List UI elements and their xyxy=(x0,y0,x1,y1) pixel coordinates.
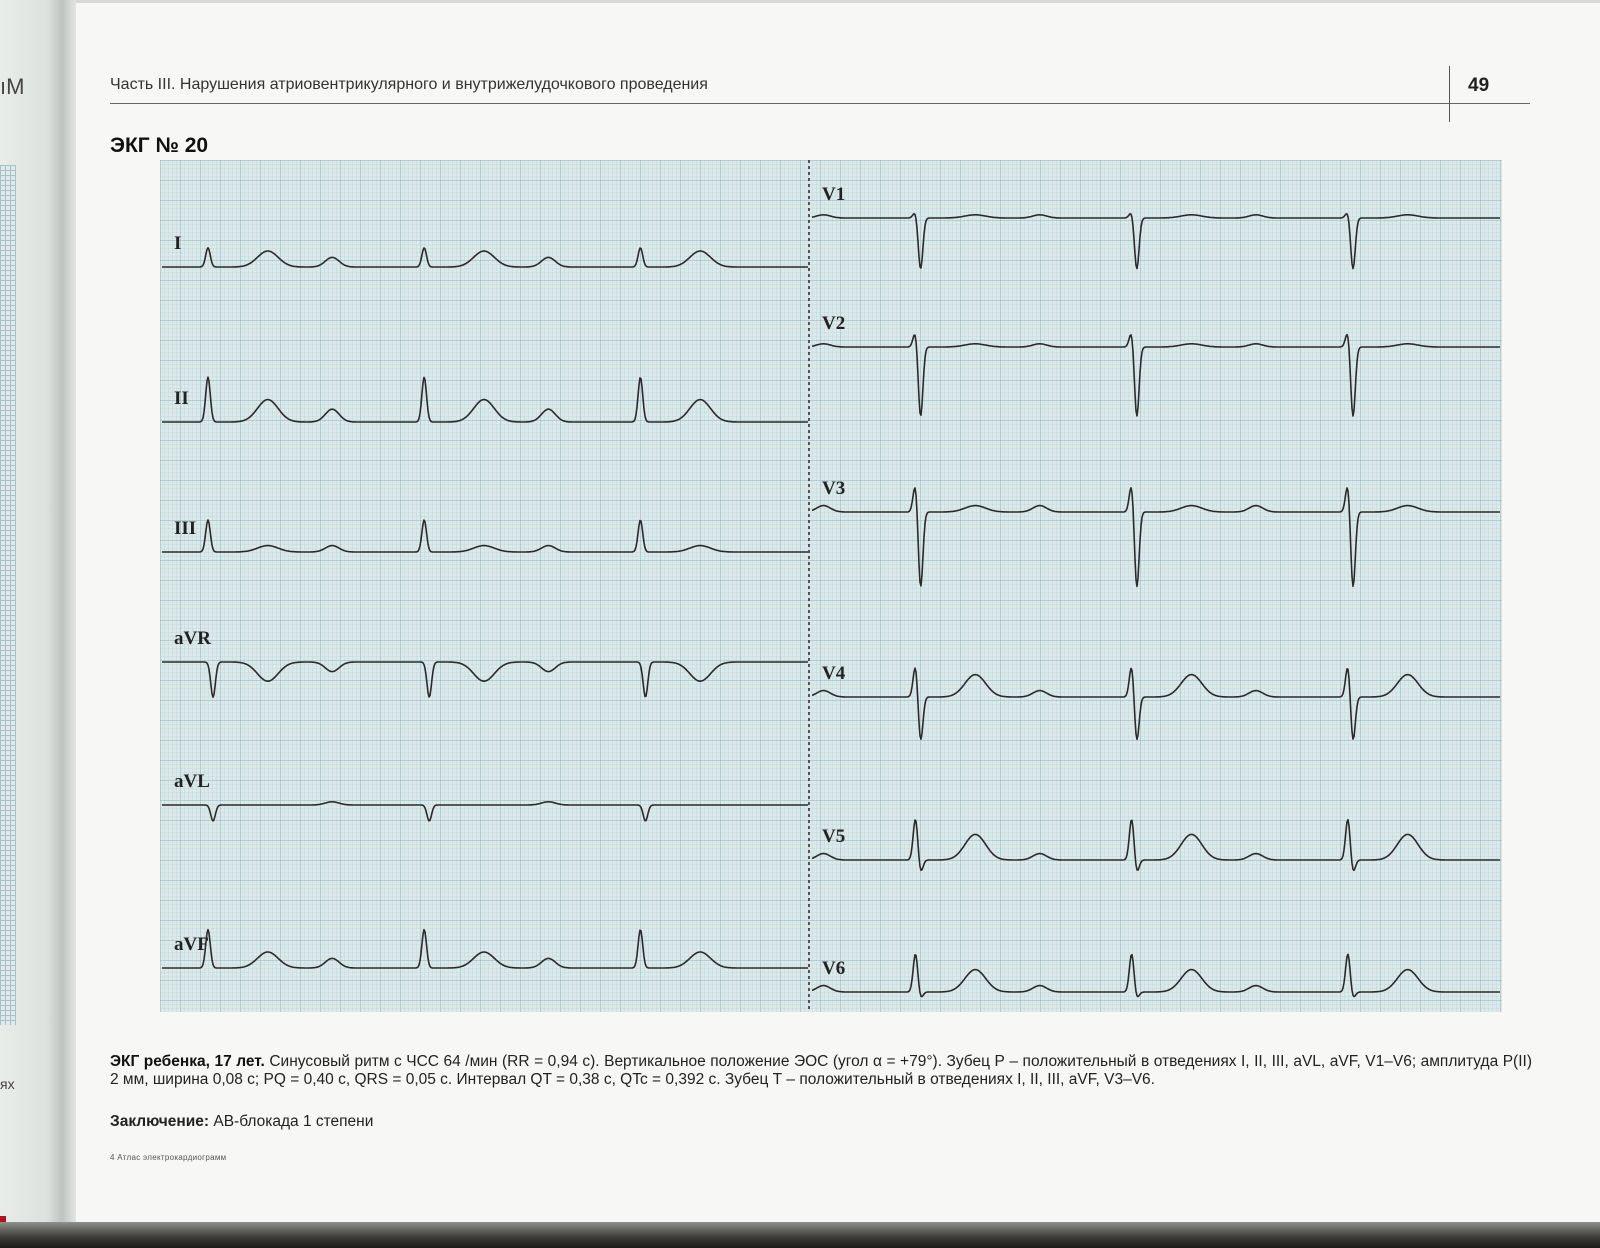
left-page-fragment xyxy=(0,0,66,1248)
footer-note: 4 Атлас электрокардиограмм xyxy=(110,1153,227,1162)
ecg-grid xyxy=(160,160,1502,1012)
left-page-ecg-grid-fragment xyxy=(0,165,16,1025)
lead-label-v4: V4 xyxy=(822,663,846,684)
lead-label-avr: aVR xyxy=(174,628,211,649)
ecg-title: ЭКГ № 20 xyxy=(110,134,209,157)
header-rule xyxy=(110,103,1530,104)
left-page-text-fragment-bottom: ях xyxy=(0,1076,15,1092)
running-header: Часть III. Нарушения атриовентрикулярного и внутрижелудочкового проведения xyxy=(110,76,708,93)
conclusion-text: АВ-блокада 1 степени xyxy=(209,1113,374,1130)
left-page-text-fragment: ıM xyxy=(0,74,25,99)
lead-label-v3: V3 xyxy=(822,478,846,499)
lead-label-avf: aVF xyxy=(174,934,209,955)
lead-label-iii: III xyxy=(174,518,197,539)
lead-label-v1: V1 xyxy=(822,184,846,205)
lead-label-i: I xyxy=(174,233,182,254)
lead-label-avl: aVL xyxy=(174,771,210,792)
book-bottom-edge xyxy=(0,1222,1600,1248)
caption-text: Синусовый ритм с ЧСС 64 /мин (RR = 0,94 с). Вертикальное положение ЭОС (угол α = +79°). Зубец Р – положительный в отведениях I, II, III, aVL, aVF, V1–V6; амплитуда P(II) 2 мм, ширина 0,08 с; PQ = 0,40 с, QRS = 0,05 с. Интервал QT = 0,38 с, QTc = 0,392 с. Зубец Т – положительный в отведениях I, II, III, aVF, V3–V6. xyxy=(110,1053,1532,1088)
lead-label-ii: II xyxy=(174,388,189,409)
caption-bold: ЭКГ ребенка, 17 лет. xyxy=(110,1053,265,1070)
header-vertical-rule xyxy=(1449,66,1450,122)
ecg-chart xyxy=(160,160,1502,1012)
lead-label-v2: V2 xyxy=(822,313,846,334)
page-top-edge xyxy=(76,0,1600,3)
conclusion-label: Заключение: xyxy=(110,1113,210,1130)
ecg-caption xyxy=(110,1053,1532,1089)
page-number: 49 xyxy=(1468,75,1490,96)
conclusion xyxy=(110,1113,373,1131)
lead-label-v6: V6 xyxy=(822,958,846,979)
lead-label-v5: V5 xyxy=(822,826,846,847)
